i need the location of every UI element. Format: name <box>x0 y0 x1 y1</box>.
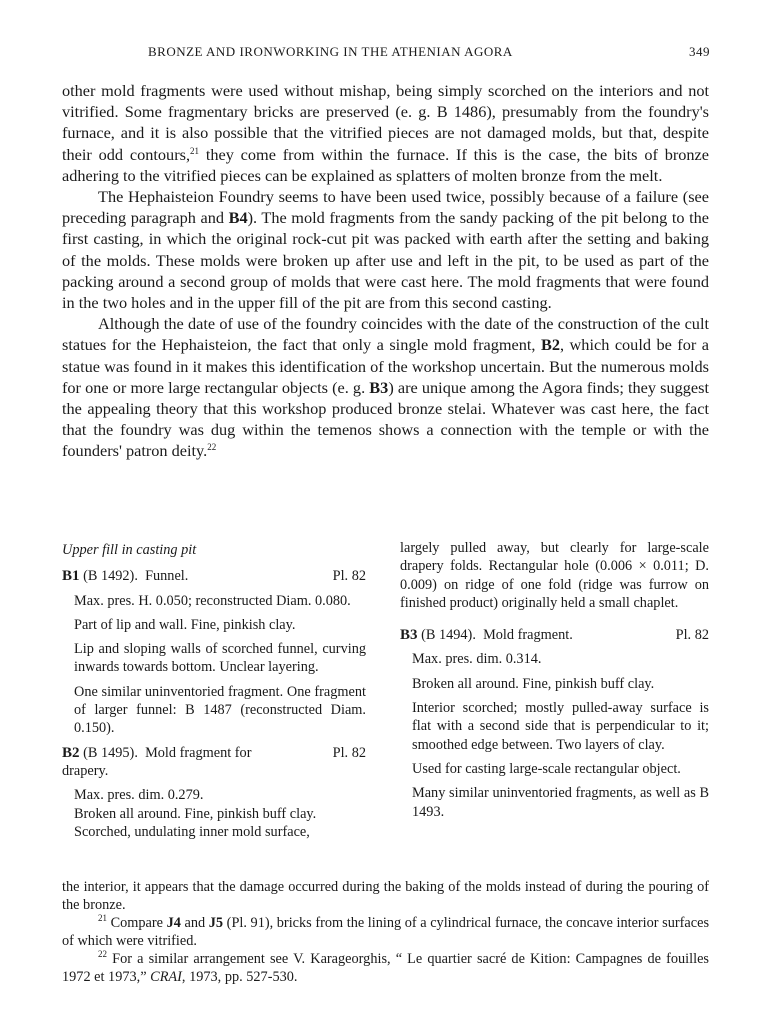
entry-b2-heading <box>62 744 366 762</box>
entry-b1-number: B1 <box>62 568 80 585</box>
entry-b3-number: B3 <box>400 627 418 644</box>
paragraph-3-text-b: , which could be for a statue was found in it makes this identification of the workshop uncertain. But the numerous molds for one or more large rectangular objects (e. g. <box>62 335 710 397</box>
running-title: BRONZE AND IRONWORKING IN THE ATHENIAN AGORA <box>148 44 513 59</box>
paragraph-1-text: other mold fragments were used without mishap, being simply scorched on the interiors and not vitrified. Some fragmentary bricks are preserved (e. g. B 1486), presumably from the foundry's furnace, and it is also possible that the vitrified pieces are not damaged molds, but that, despite their odd contours, <box>62 81 709 164</box>
ref-b4: B4 <box>228 208 248 228</box>
entry-b2-condition: Broken all around. Fine, pinkish buff clay. <box>74 805 317 822</box>
ref-b2: B2 <box>540 335 560 355</box>
paragraph-3 <box>62 313 709 461</box>
catalogue-column-right <box>400 541 709 821</box>
footnote-continuation: the interior, it appears that the damage occurred during the baking of the molds instead of during the pouring of the bronze. <box>62 879 709 913</box>
paragraph-1-end: they come from within the furnace. If this is the case, the bits of bronze adhering to the vitrified pieces can be explained as splatters of molten bronze from the melt. <box>62 144 709 185</box>
entry-b2-plate: Pl. 82 <box>332 744 366 761</box>
paragraph-3-text-c: ) are unique among the Agora finds; they suggest the appealing theory that this workshop produced bronze stelai. Whatever was cast here, the fact that the foundry was dug within the temenos shows a connection with the temple or with the founders' patron deity. <box>62 377 710 461</box>
entry-b2-name-cont: drapery. <box>62 762 109 779</box>
paragraph-3-text-a: Although the date of use of the foundry coincides with the date of the construction of the cult statues for the Hephaisteion, the fact that only a single mold fragment, <box>62 314 709 355</box>
entry-b3-description: Interior scorched; mostly pulled-away surface is flat with a second side that is perpendicular to it; smoothed edge between. Two layers of clay. <box>412 700 709 753</box>
footnote-21-text-c: (Pl. 91), bricks from the lining of a cylindrical furnace, the concave interior surfaces of which were vitrified. <box>62 915 710 949</box>
footnote-21-text-a: Compare <box>107 915 167 931</box>
entry-b3-notes: Many similar uninventoried fragments, as well as B 1493. <box>412 785 709 820</box>
entry-b3-dimensions: Max. pres. dim. 0.314. <box>412 651 542 668</box>
entry-b3-name: Mold fragment. <box>483 627 573 644</box>
section-heading: Upper fill in casting pit <box>62 542 197 558</box>
entry-b2-inventory: (B 1495). <box>83 744 138 761</box>
entry-b1-condition: Part of lip and wall. Fine, pinkish clay. <box>74 616 296 633</box>
entry-b3 <box>400 626 709 821</box>
entry-b2-description-cont: largely pulled away, but clearly for large-scale drapery folds. Rectangular hole (0.006 × 0.011; D. 0.009) on ridge of one fold (ridge was furrow on finished product) originally held a small chaplet. <box>400 540 709 611</box>
entry-b1-heading <box>62 567 366 585</box>
footnote-ref-22: 22 <box>207 442 217 453</box>
entry-b1-name: Funnel. <box>145 568 189 585</box>
entry-b3-heading <box>400 626 709 644</box>
body-text <box>62 80 709 462</box>
footnote-21-number: 21 <box>98 913 107 923</box>
footnote-ref-21: 21 <box>190 145 200 156</box>
footnote-22-text-b: , 1973, pp. 527-530. <box>181 969 298 985</box>
journal-title: CRAI <box>150 969 182 985</box>
entry-b3-plate: Pl. 82 <box>675 627 709 644</box>
entry-b2-dimensions: Max. pres. dim. 0.279. <box>74 787 204 804</box>
entry-b1-description: Lip and sloping walls of scorched funnel, curving inwards towards bottom. Unclear layering. <box>74 641 366 676</box>
entry-b1-notes: One similar uninventoried fragment. One fragment of larger funnel: B 1487 (reconstructed Diam. 0.150). <box>74 683 366 737</box>
entry-b3-use: Used for casting large-scale rectangular object. <box>412 760 681 777</box>
entry-b1-dimensions: Max. pres. H. 0.050; reconstructed Diam. 0.080. <box>74 592 351 609</box>
footnote-22-text-a: For a similar arrangement see V. Karageorghis, “ Le quartier sacré de Kition: Campagnes de fouilles 1972 et 1973,” <box>62 951 709 985</box>
entry-b1-plate: Pl. 82 <box>332 568 366 585</box>
footnote-22 <box>62 950 709 986</box>
ref-j4: J4 <box>166 915 181 931</box>
footnotes <box>62 878 709 986</box>
paragraph-1 <box>62 80 709 186</box>
footnote-22-number: 22 <box>98 949 107 959</box>
entry-b1 <box>62 567 366 737</box>
entry-b3-condition: Broken all around. Fine, pinkish buff clay. <box>412 675 655 692</box>
entry-b3-inventory: (B 1494). <box>421 627 476 644</box>
entry-b1-inventory: (B 1492). <box>83 568 138 585</box>
entry-b2 <box>62 744 366 841</box>
ref-b3: B3 <box>369 377 389 397</box>
page-number: 349 <box>689 44 710 59</box>
entry-b2-description: Scorched, undulating inner mold surface, <box>74 823 310 840</box>
footnote-21-text-b: and <box>180 915 209 931</box>
paragraph-2-text-a: The Hephaisteion Foundry seems to have been used twice, possibly because of a failure (see preceding paragraph and <box>62 187 709 228</box>
catalogue-column-left <box>62 541 366 841</box>
paragraph-2 <box>62 186 709 313</box>
footnote-21 <box>62 914 709 950</box>
entry-b2-name: Mold fragment for <box>145 744 252 761</box>
entry-b2-number: B2 <box>62 744 80 761</box>
paragraph-2-text-b: ). The mold fragments from the sandy packing of the pit belong to the first casting, in which the original rock-cut pit was packed with earth after the setting and baking of the molds. These molds were broken up after use and left in the pit, to be used as part of the packing around a second group of molds that were cast here. The mold fragments that were found in the two holes and in the upper fill of the pit are from this second casting. <box>62 208 709 313</box>
ref-j5: J5 <box>208 915 224 931</box>
